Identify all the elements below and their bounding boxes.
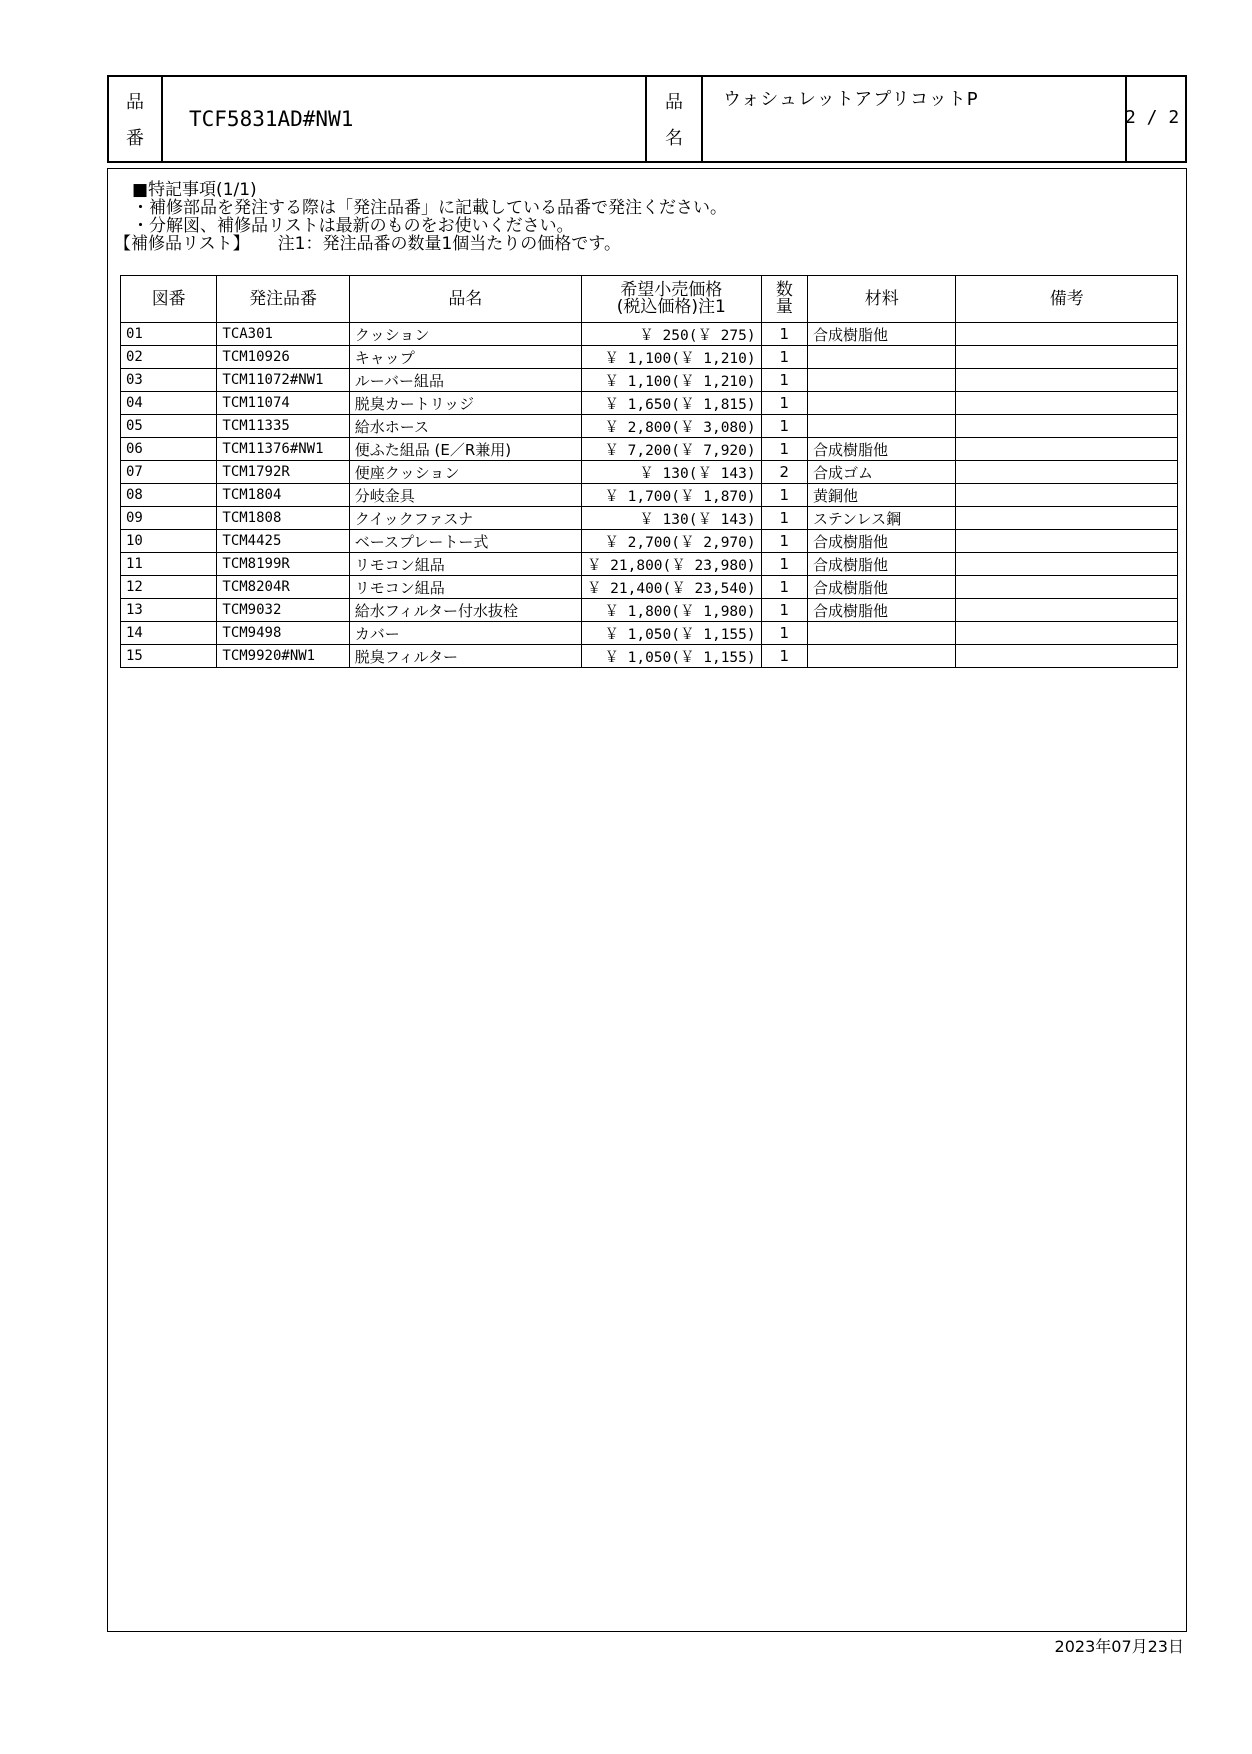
header-qty [761,276,807,323]
cell-name: リモコン組品 [349,576,581,599]
cell-material [808,415,956,438]
cell-code: TCM8204R [217,576,349,599]
cell-no: 02 [121,346,217,369]
cell-code: TCM1808 [217,507,349,530]
special-notes [114,180,727,254]
hinmei-label [647,77,703,161]
cell-name: カバー [349,622,581,645]
cell-price: ￥ 1,050(￥ 1,155) [581,645,761,668]
cell-no: 04 [121,392,217,415]
hinban-label [109,77,163,161]
cell-material: 合成樹脂他 [808,438,956,461]
cell-qty: 1 [761,392,807,415]
cell-material: 合成樹脂他 [808,323,956,346]
cell-price: ￥ 2,700(￥ 2,970) [581,530,761,553]
cell-material: ステンレス鋼 [808,507,956,530]
cell-code: TCM10926 [217,346,349,369]
cell-price: ￥ 1,050(￥ 1,155) [581,622,761,645]
table-row [121,576,1178,599]
parts-list-title: 【補修品リスト】 [114,234,250,254]
cell-material: 黄銅他 [808,484,956,507]
header-price-line-2: (税込価格)注1 [616,297,726,317]
cell-remarks [956,645,1178,668]
cell-remarks [956,576,1178,599]
table-row [121,438,1178,461]
cell-price: ￥ 21,800(￥ 23,980) [581,553,761,576]
cell-remarks [956,415,1178,438]
cell-code: TCA301 [217,323,349,346]
cell-qty: 1 [761,576,807,599]
cell-code: TCM9032 [217,599,349,622]
notes-line-2: ・分解図、補修品リストは最新のものをお使いください。 [132,216,574,236]
header-material: 材料 [808,276,956,323]
cell-no: 10 [121,530,217,553]
hinmei-cell [703,77,1127,161]
cell-qty: 1 [761,484,807,507]
cell-code: TCM9920#NW1 [217,645,349,668]
table-row [121,392,1178,415]
cell-qty: 1 [761,622,807,645]
hinmei-label-char-1: 品 [665,92,683,113]
cell-code: TCM11335 [217,415,349,438]
cell-no: 11 [121,553,217,576]
cell-name: リモコン組品 [349,553,581,576]
cell-price: ￥ 1,700(￥ 1,870) [581,484,761,507]
cell-material [808,622,956,645]
cell-code: TCM11074 [217,392,349,415]
cell-name: 便ふた組品 (E／R兼用) [349,438,581,461]
hinban-label-char-2: 番 [126,128,144,149]
cell-no: 06 [121,438,217,461]
cell-no: 05 [121,415,217,438]
cell-remarks [956,323,1178,346]
page-number: 2 / 2 [1125,107,1180,128]
cell-no: 09 [121,507,217,530]
cell-name: 給水ホース [349,415,581,438]
parts-list-heading [114,235,727,253]
cell-remarks [956,553,1178,576]
hinmei-value: ウォシュレットアプリコットP [723,89,979,110]
cell-qty: 1 [761,553,807,576]
cell-qty: 1 [761,530,807,553]
header-name: 品名 [349,276,581,323]
cell-remarks [956,461,1178,484]
cell-name: ルーバー組品 [349,369,581,392]
cell-no: 14 [121,622,217,645]
table-row [121,415,1178,438]
table-row [121,599,1178,622]
cell-name: 給水フィルター付水抜栓 [349,599,581,622]
cell-price: ￥ 2,800(￥ 3,080) [581,415,761,438]
cell-no: 08 [121,484,217,507]
cell-price: ￥ 1,100(￥ 1,210) [581,346,761,369]
cell-remarks [956,346,1178,369]
table-row [121,369,1178,392]
table-header-row [121,276,1178,323]
cell-remarks [956,369,1178,392]
table-row [121,645,1178,668]
cell-material: 合成樹脂他 [808,530,956,553]
parts-table [120,275,1178,668]
cell-material [808,645,956,668]
hinban-label-char-1: 品 [126,92,144,113]
cell-price: ￥ 130(￥ 143) [581,507,761,530]
cell-price: ￥ 1,100(￥ 1,210) [581,369,761,392]
main-content [107,168,1187,1632]
cell-material: 合成樹脂他 [808,599,956,622]
cell-qty: 1 [761,438,807,461]
cell-no: 03 [121,369,217,392]
cell-no: 15 [121,645,217,668]
cell-qty: 1 [761,415,807,438]
table-row [121,461,1178,484]
cell-name: ベースプレートー式 [349,530,581,553]
cell-price: ￥ 1,650(￥ 1,815) [581,392,761,415]
cell-price: ￥ 1,800(￥ 1,980) [581,599,761,622]
notes-line-1: ・補修部品を発注する際は「発注品番」に記載している品番で発注ください。 [132,198,727,218]
cell-name: 脱臭フィルター [349,645,581,668]
cell-name: 分岐金具 [349,484,581,507]
cell-no: 01 [121,323,217,346]
table-row [121,507,1178,530]
document-date: 2023年07月23日 [1054,1637,1184,1656]
cell-qty: 1 [761,645,807,668]
cell-no: 07 [121,461,217,484]
cell-no: 13 [121,599,217,622]
cell-qty: 1 [761,599,807,622]
parts-list-note: 注1：発注品番の数量1個当たりの価格です。 [277,234,621,254]
header-qty-line-1: 数 [775,280,793,300]
header-zuban: 図番 [121,276,217,323]
notes-title: ■特記事項(1/1) [132,180,257,200]
header-qty-line-2: 量 [775,297,793,317]
header-order-no: 発注品番 [217,276,349,323]
cell-remarks [956,599,1178,622]
cell-price: ￥ 7,200(￥ 7,920) [581,438,761,461]
cell-qty: 2 [761,461,807,484]
cell-material: 合成ゴム [808,461,956,484]
parts-table-body [121,323,1178,668]
cell-name: 便座クッション [349,461,581,484]
cell-name: クイックファスナ [349,507,581,530]
cell-code: TCM1804 [217,484,349,507]
table-row [121,553,1178,576]
cell-no: 12 [121,576,217,599]
header-price [581,276,761,323]
cell-material [808,392,956,415]
cell-qty: 1 [761,507,807,530]
cell-code: TCM1792R [217,461,349,484]
cell-remarks [956,622,1178,645]
cell-name: 脱臭カートリッジ [349,392,581,415]
cell-material: 合成樹脂他 [808,576,956,599]
table-row [121,530,1178,553]
page-cell [1127,77,1185,161]
cell-remarks [956,392,1178,415]
cell-qty: 1 [761,369,807,392]
hinban-cell [163,77,647,161]
cell-material [808,346,956,369]
cell-remarks [956,484,1178,507]
cell-qty: 1 [761,323,807,346]
cell-material [808,369,956,392]
hinmei-label-char-2: 名 [665,128,683,149]
cell-material: 合成樹脂他 [808,553,956,576]
hinban-value: TCF5831AD#NW1 [189,107,354,131]
cell-remarks [956,438,1178,461]
cell-price: ￥ 21,400(￥ 23,540) [581,576,761,599]
cell-code: TCM8199R [217,553,349,576]
document-header [107,75,1187,163]
cell-code: TCM11072#NW1 [217,369,349,392]
cell-name: キャップ [349,346,581,369]
cell-remarks [956,530,1178,553]
cell-name: クッション [349,323,581,346]
table-row [121,323,1178,346]
cell-price: ￥ 250(￥ 275) [581,323,761,346]
cell-code: TCM11376#NW1 [217,438,349,461]
cell-code: TCM4425 [217,530,349,553]
table-row [121,622,1178,645]
cell-qty: 1 [761,346,807,369]
cell-code: TCM9498 [217,622,349,645]
table-row [121,346,1178,369]
header-remarks: 備考 [956,276,1178,323]
table-row [121,484,1178,507]
cell-remarks [956,507,1178,530]
cell-price: ￥ 130(￥ 143) [581,461,761,484]
header-price-line-1: 希望小売価格 [620,280,723,300]
